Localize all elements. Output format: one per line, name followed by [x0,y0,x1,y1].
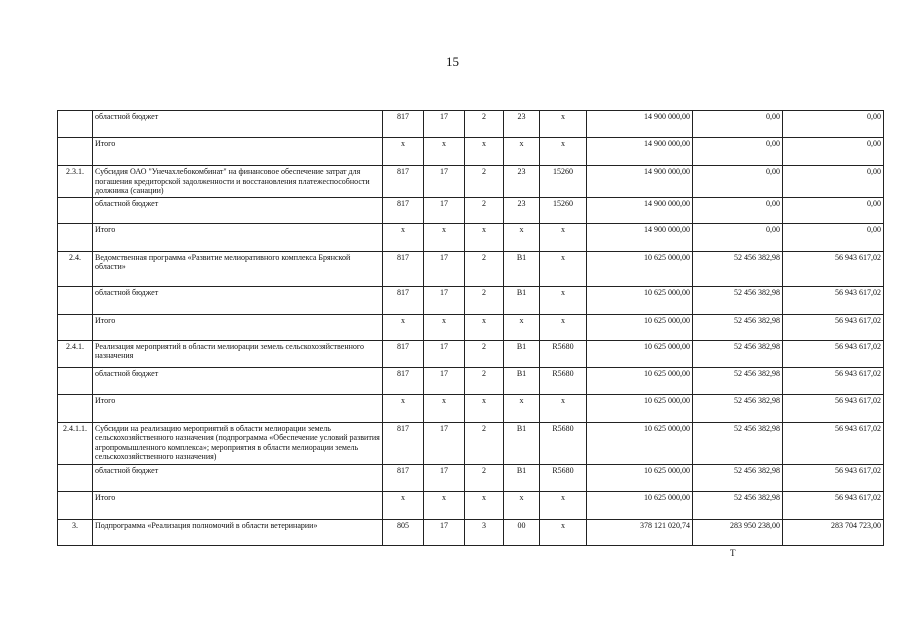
cell-code-3: 2 [465,251,504,286]
cell-value-1: 14 900 000,00 [587,223,693,251]
cell-code-3: 2 [465,286,504,314]
table-row [58,111,884,138]
cell-code-2: x [424,223,465,251]
cell-number [58,111,93,138]
cell-value-3: 0,00 [783,138,884,166]
cell-code-1: x [383,223,424,251]
table-row [58,166,884,198]
cell-number [58,138,93,166]
cell-code-4: В1 [504,340,540,367]
cell-number: 2.3.1. [58,166,93,198]
cell-number: 2.4.1.1. [58,422,93,464]
cell-value-2: 52 456 382,98 [693,464,783,491]
cell-code-1: 817 [383,422,424,464]
cell-code-3: 2 [465,367,504,394]
cell-code-1: x [383,491,424,519]
cell-code-4: x [504,394,540,422]
cell-number [58,464,93,491]
cell-name: Ведомственная программа «Развитие мелиоративного комплекса Брянской области» [93,251,383,286]
cell-code-1: 817 [383,111,424,138]
cell-code-1: 817 [383,367,424,394]
cell-name: областной бюджет [93,367,383,394]
cell-code-2: 17 [424,251,465,286]
cell-code-2: x [424,394,465,422]
cell-value-3: 0,00 [783,197,884,223]
table-row [58,519,884,545]
cell-number [58,223,93,251]
table-row [58,464,884,491]
table-row [58,422,884,464]
footer-mark: Т [730,548,736,558]
cell-value-2: 52 456 382,98 [693,286,783,314]
cell-code-2: 17 [424,197,465,223]
cell-name: Подпрограмма «Реализация полномочий в области ветеринарии» [93,519,383,545]
cell-name: Субсидия ОАО "Унечахлебокомбинат" на финансовое обеспечение затрат для погашения кредиторской задолженности и восстановления платежеспособности должника (санации) [93,166,383,198]
cell-number [58,491,93,519]
cell-code-5: R5680 [540,367,587,394]
cell-code-1: x [383,138,424,166]
cell-code-3: 2 [465,340,504,367]
cell-value-3: 56 943 617,02 [783,367,884,394]
cell-value-1: 10 625 000,00 [587,394,693,422]
cell-code-4: В1 [504,286,540,314]
cell-code-4: В1 [504,464,540,491]
cell-code-2: 17 [424,519,465,545]
cell-value-3: 56 943 617,02 [783,314,884,340]
cell-code-5: 15260 [540,166,587,198]
cell-value-1: 10 625 000,00 [587,314,693,340]
cell-code-5: x [540,394,587,422]
page-number: 15 [446,54,459,69]
cell-code-1: 817 [383,166,424,198]
table-row [58,367,884,394]
cell-code-3: 2 [465,111,504,138]
cell-code-1: 817 [383,340,424,367]
cell-value-3: 56 943 617,02 [783,286,884,314]
cell-number [58,394,93,422]
cell-code-5: x [540,111,587,138]
cell-code-4: В1 [504,367,540,394]
cell-code-5: x [540,251,587,286]
cell-code-2: 17 [424,367,465,394]
cell-value-2: 52 456 382,98 [693,422,783,464]
cell-value-1: 14 900 000,00 [587,111,693,138]
cell-value-3: 0,00 [783,223,884,251]
cell-code-4: x [504,314,540,340]
cell-code-3: x [465,314,504,340]
cell-value-3: 0,00 [783,111,884,138]
cell-value-3: 56 943 617,02 [783,340,884,367]
cell-code-2: 17 [424,166,465,198]
cell-code-4: 00 [504,519,540,545]
cell-code-1: 817 [383,286,424,314]
cell-value-2: 52 456 382,98 [693,251,783,286]
cell-value-3: 56 943 617,02 [783,491,884,519]
cell-name: областной бюджет [93,464,383,491]
cell-code-2: 17 [424,464,465,491]
table-row [58,491,884,519]
cell-number [58,367,93,394]
cell-code-1: x [383,394,424,422]
cell-name: Итого [93,138,383,166]
cell-name: Реализация мероприятий в области мелиорации земель сельскохозяйственного назначения [93,340,383,367]
cell-name: Итого [93,394,383,422]
cell-name: Субсидии на реализацию мероприятий в области мелиорации земель сельскохозяйственного назначения (подпрограмма «Обеспечение условий развития агропромышленного комплекса»; мероприятия в области мелиорации земель сельскохозяйственного назначения) [93,422,383,464]
cell-code-5: x [540,314,587,340]
cell-code-4: x [504,138,540,166]
cell-value-2: 52 456 382,98 [693,314,783,340]
cell-code-2: 17 [424,286,465,314]
cell-code-1: 817 [383,197,424,223]
cell-code-5: R5680 [540,340,587,367]
cell-code-5: R5680 [540,422,587,464]
cell-code-2: 17 [424,340,465,367]
cell-value-2: 52 456 382,98 [693,340,783,367]
cell-name: Итого [93,314,383,340]
cell-value-3: 56 943 617,02 [783,394,884,422]
cell-code-1: 817 [383,251,424,286]
cell-value-3: 56 943 617,02 [783,464,884,491]
table-row [58,340,884,367]
cell-number [58,314,93,340]
cell-value-2: 0,00 [693,197,783,223]
cell-code-1: x [383,314,424,340]
cell-value-1: 10 625 000,00 [587,340,693,367]
cell-value-3: 56 943 617,02 [783,251,884,286]
cell-number: 3. [58,519,93,545]
cell-code-5: x [540,286,587,314]
cell-code-3: x [465,394,504,422]
cell-value-1: 10 625 000,00 [587,367,693,394]
cell-code-3: x [465,138,504,166]
cell-name: областной бюджет [93,197,383,223]
cell-value-2: 0,00 [693,166,783,198]
cell-value-1: 14 900 000,00 [587,166,693,198]
cell-value-1: 10 625 000,00 [587,491,693,519]
cell-code-4: 23 [504,197,540,223]
cell-code-3: x [465,491,504,519]
cell-value-2: 52 456 382,98 [693,491,783,519]
cell-value-3: 283 704 723,00 [783,519,884,545]
cell-value-2: 0,00 [693,138,783,166]
cell-code-3: 2 [465,166,504,198]
cell-code-4: 23 [504,111,540,138]
cell-code-2: 17 [424,111,465,138]
cell-number [58,197,93,223]
cell-name: Итого [93,491,383,519]
cell-code-3: 3 [465,519,504,545]
cell-code-5: x [540,519,587,545]
cell-code-5: x [540,491,587,519]
cell-code-2: x [424,138,465,166]
cell-code-2: x [424,491,465,519]
cell-value-2: 0,00 [693,111,783,138]
table-row [58,314,884,340]
table-row [58,223,884,251]
table-row [58,286,884,314]
cell-number: 2.4. [58,251,93,286]
cell-number: 2.4.1. [58,340,93,367]
budget-table [57,110,884,546]
cell-value-1: 10 625 000,00 [587,464,693,491]
cell-code-5: x [540,138,587,166]
cell-value-1: 10 625 000,00 [587,286,693,314]
cell-code-4: x [504,491,540,519]
cell-value-1: 14 900 000,00 [587,197,693,223]
cell-value-1: 10 625 000,00 [587,422,693,464]
cell-code-5: 15260 [540,197,587,223]
table-row [58,138,884,166]
table-body [58,111,884,546]
cell-value-2: 52 456 382,98 [693,394,783,422]
cell-code-5: x [540,223,587,251]
table-row [58,394,884,422]
cell-code-5: R5680 [540,464,587,491]
cell-code-3: 2 [465,197,504,223]
cell-name: областной бюджет [93,286,383,314]
cell-code-4: В1 [504,422,540,464]
cell-code-3: x [465,223,504,251]
cell-code-4: В1 [504,251,540,286]
cell-value-2: 283 950 238,00 [693,519,783,545]
cell-value-3: 56 943 617,02 [783,422,884,464]
table-row [58,197,884,223]
cell-code-2: 17 [424,422,465,464]
cell-value-3: 0,00 [783,166,884,198]
cell-name: областной бюджет [93,111,383,138]
cell-code-4: 23 [504,166,540,198]
cell-value-1: 378 121 020,74 [587,519,693,545]
cell-code-4: x [504,223,540,251]
cell-value-2: 52 456 382,98 [693,367,783,394]
cell-value-1: 10 625 000,00 [587,251,693,286]
cell-code-3: 2 [465,464,504,491]
cell-value-2: 0,00 [693,223,783,251]
cell-code-1: 817 [383,464,424,491]
cell-number [58,286,93,314]
cell-code-3: 2 [465,422,504,464]
cell-name: Итого [93,223,383,251]
table-row [58,251,884,286]
cell-value-1: 14 900 000,00 [587,138,693,166]
cell-code-2: x [424,314,465,340]
cell-code-1: 805 [383,519,424,545]
